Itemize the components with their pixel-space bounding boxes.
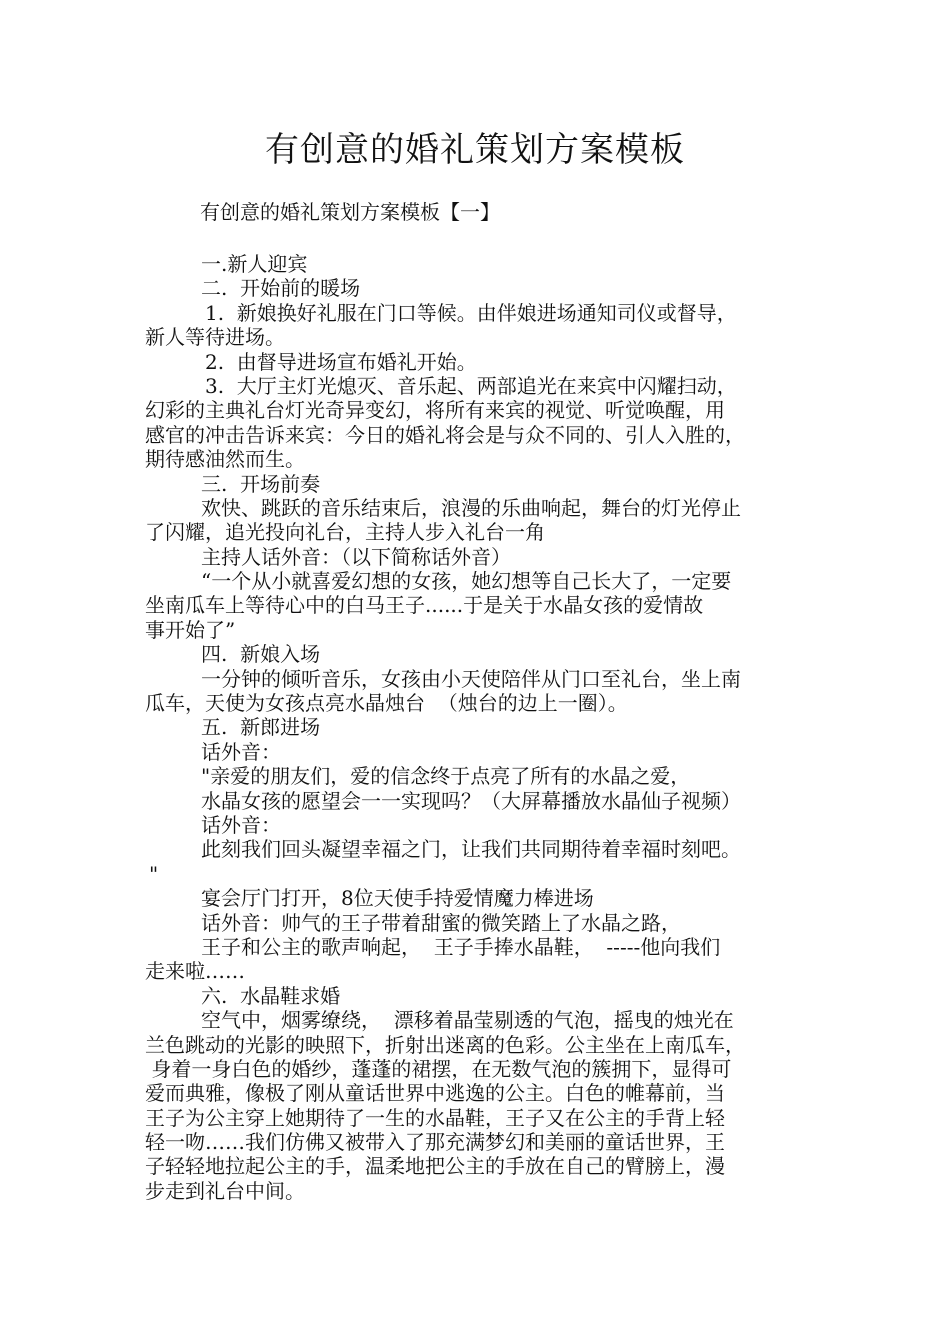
text-line: 二. 开始前的暖场	[201, 276, 361, 301]
text-line: 3. 大厅主灯光熄灭、音乐起、两部追光在来宾中闪耀扫动，	[205, 373, 737, 398]
text-line: 走来啦……	[145, 959, 245, 984]
text-line: 新人等待进场。	[145, 325, 285, 350]
text-line: 了闪耀，追光投向礼台，主持人步入礼台一角	[145, 520, 545, 545]
text-line: 瓜车，天使为女孩点亮水晶烛台 （烛台的边上一圈）。	[145, 691, 628, 716]
text-line: 空气中，烟雾缭绕， 漂移着晶莹剔透的气泡，摇曳的烛光在	[201, 1008, 734, 1033]
body-text	[145, 252, 815, 1203]
text-line: “一个从小就喜爱幻想的女孩，她幻想等自己长大了，一定要	[201, 569, 732, 594]
text-line: 王子和公主的歌声响起， 王子手捧水晶鞋， -----他向我们	[201, 934, 721, 959]
text-line: 事开始了”	[145, 617, 236, 642]
text-line: 1. 新娘换好礼服在门口等候。由伴娘进场通知司仪或督导，	[205, 300, 737, 325]
text-line: "亲爱的朋友们，爱的信念终于点亮了所有的水晶之爱，	[201, 764, 691, 789]
text-line: 兰色跳动的光影的映照下，折射出迷离的色彩。公主坐在上南瓜车，	[145, 1032, 745, 1057]
text-line: 话外音：	[201, 812, 281, 837]
text-line: 子轻轻地拉起公主的手，温柔地把公主的手放在自己的臂膀上，漫	[145, 1154, 725, 1179]
text-line: 感官的冲击告诉来宾：今日的婚礼将会是与众不同的、引人入胜的，	[145, 422, 745, 447]
document-title: 有创意的婚礼策划方案模板	[265, 130, 685, 170]
text-line: 四. 新娘入场	[201, 642, 321, 667]
text-line: 三. 开场前奏	[201, 471, 321, 496]
text-line: 轻一吻……我们仿佛又被带入了那充满梦幻和美丽的童话世界，王	[145, 1130, 725, 1155]
text-line: 2. 由督导进场宣布婚礼开始。	[205, 349, 477, 374]
text-line: 水晶女孩的愿望会一一实现吗？（大屏幕播放水晶仙子视频）	[201, 788, 741, 813]
text-line: 此刻我们回头凝望幸福之门，让我们共同期待着幸福时刻吧。	[201, 837, 741, 862]
text-line: 期待感油然而生。	[145, 447, 305, 472]
text-line: 宴会厅门打开，8位天使手持爱情魔力棒进场	[201, 886, 594, 911]
text-line: 话外音：帅气的王子带着甜蜜的微笑踏上了水晶之路，	[201, 910, 681, 935]
text-line: 幻彩的主典礼台灯光奇异变幻，将所有来宾的视觉、听觉唤醒，用	[145, 398, 725, 423]
text-line: 五. 新郎进场	[201, 715, 321, 740]
text-line: 主持人话外音：（以下简称话外音）	[201, 544, 511, 569]
text-line: 身着一身白色的婚纱，蓬蓬的裙摆，在无数气泡的簇拥下，显得可	[145, 1056, 732, 1081]
text-line: 坐南瓜车上等待心中的白马王子......于是关于水晶女孩的爱情故	[145, 593, 704, 618]
text-line: 一.新人迎宾	[201, 252, 308, 276]
text-line: 六. 水晶鞋求婚	[201, 983, 341, 1008]
text-line: 爱而典雅，像极了刚从童话世界中逃逸的公主。白色的帷幕前，当	[145, 1081, 725, 1106]
text-line: 步走到礼台中间。	[145, 1178, 305, 1203]
text-line: "	[149, 861, 159, 886]
text-line: 话外音：	[201, 739, 281, 764]
text-line: 欢快、跳跃的音乐结束后，浪漫的乐曲响起，舞台的灯光停止	[201, 495, 741, 520]
text-line: 一分钟的倾听音乐，女孩由小天使陪伴从门口至礼台，坐上南	[201, 666, 741, 691]
section-subtitle: 有创意的婚礼策划方案模板【一】	[200, 200, 500, 224]
text-line: 王子为公主穿上她期待了一生的水晶鞋，王子又在公主的手背上轻	[145, 1105, 725, 1130]
